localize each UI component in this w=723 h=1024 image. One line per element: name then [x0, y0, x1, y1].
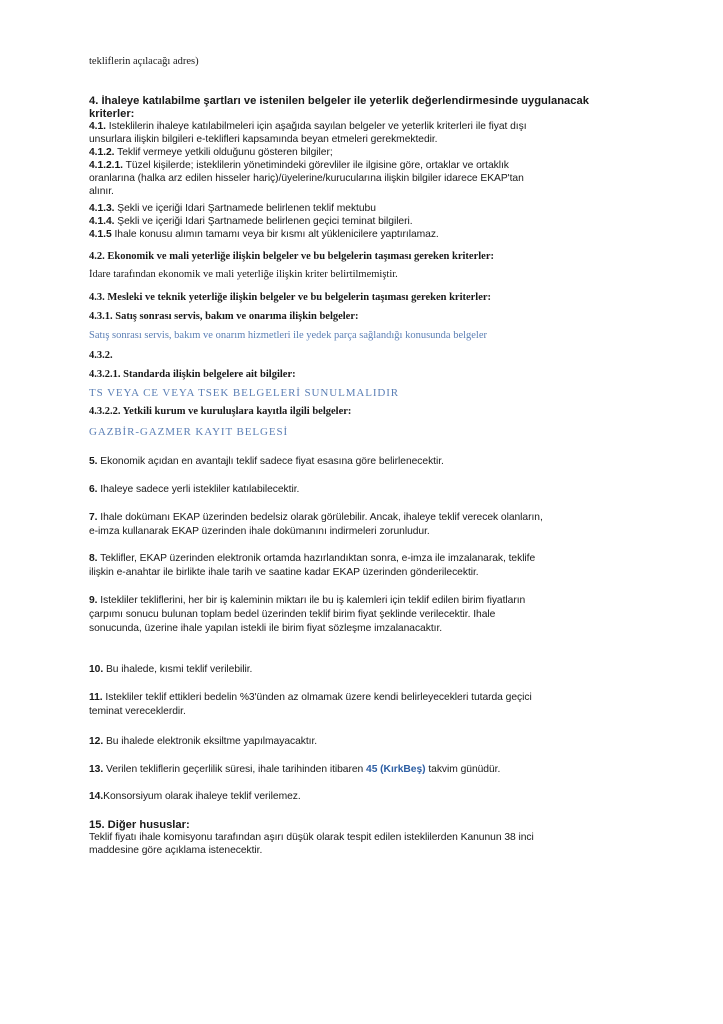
item-15-text: Teklif fiyatı ihale komisyonu tarafından aşırı düşük olarak tespit edilen isteklilerden Kanunun 38 inci [89, 832, 534, 843]
clause-4-1-4 [89, 216, 663, 227]
item-9-cont2: sonucunda, üzerine ihale yapılan istekli ile birim fiyat sözleşme imzalanacaktır. [89, 623, 443, 634]
item-5 [89, 456, 663, 467]
item-9-cont: çarpımı sonucu bulunan toplam bedel üzerinden teklif birim fiyat şeklinde verilecektir. İhale [89, 609, 496, 620]
item-number: 7. [89, 512, 98, 523]
section-4-3-2-2-text: GAZBİR-GAZMER KAYIT BELGESİ [89, 426, 289, 438]
clause-number: 4.1.2. [89, 147, 115, 158]
item-15-text-cont: maddesine göre açıklama istenecektir. [89, 845, 263, 856]
clause-4-1-2-1-cont: oranlarına (halka arz edilen hisseler hariç)/üyelerine/kurucularına ilişkin bilgiler idarece EKAP'tan [89, 173, 524, 184]
item-7-cont: e-imza kullanarak EKAP üzerinden ihale dokümanını indirmeleri zorunludur. [89, 526, 430, 537]
item-text: Teklifler, EKAP üzerinden elektronik ortamda hazırlandıktan sonra, e-imza ile imzalanarak, teklife [97, 553, 536, 564]
clause-number: 4.1.4. [89, 216, 115, 227]
item-14 [89, 791, 663, 802]
item-number: 5. [89, 456, 98, 467]
item-9 [89, 595, 663, 606]
item-13 [89, 764, 663, 775]
clause-text: Şekli ve içeriği İdari Şartnamede belirlenen geçici teminat bilgileri. [114, 216, 413, 227]
section-4-heading-cont: kriterler: [89, 108, 135, 120]
clause-number: 4.1.2.1. [89, 160, 123, 171]
clause-number: 4.1.5 [89, 229, 112, 240]
item-15-heading: 15. Diğer hususlar: [89, 819, 190, 831]
section-4-3-2-heading: 4.3.2. [89, 350, 113, 361]
item-number: 10. [89, 664, 104, 675]
item-number: 14. [89, 791, 104, 802]
item-text: Ekonomik açıdan en avantajlı teklif sadece fiyat esasına göre belirlenecektir. [97, 456, 444, 467]
clause-4-1-2-1-cont2: alınır. [89, 186, 114, 197]
item-text: Bu ihalede elektronik eksiltme yapılmayacaktır. [103, 736, 318, 747]
item-7 [89, 512, 663, 523]
section-4-heading: 4. İhaleye katılabilme şartları ve istenilen belgeler ile yeterlik değerlendirmesinde uygulanacak [89, 95, 589, 107]
section-4-3-1-heading: 4.3.1. Satış sonrası servis, bakım ve onarıma ilişkin belgeler: [89, 311, 359, 322]
item-text: İhaleye sadece yerli istekliler katılabilecektir. [97, 484, 300, 495]
section-4-3-2-1-heading: 4.3.2.1. Standarda ilişkin belgelere ait bilgiler: [89, 369, 296, 380]
item-text: Konsorsiyum olarak ihaleye teklif verilemez. [103, 791, 301, 802]
intro-line: tekliflerin açılacağı adres) [89, 56, 199, 67]
item-text-end: takvim günüdür. [425, 764, 501, 775]
section-4-3-1-text: Satış sonrası servis, bakım ve onarım hizmetleri ile yedek parça sağlandığı konusunda belgeler [89, 330, 488, 341]
clause-4-1 [89, 121, 663, 132]
item-6 [89, 484, 663, 495]
clause-text: Teklif vermeye yetkili olduğunu gösteren bilgiler; [114, 147, 333, 158]
item-text: Verilen tekliflerin geçerlilik süresi, ihale tarihinden itibaren [103, 764, 367, 775]
item-11 [89, 692, 663, 703]
item-12 [89, 736, 663, 747]
section-4-2-text: İdare tarafından ekonomik ve mali yeterliğe ilişkin kriter belirtilmemiştir. [89, 269, 398, 280]
item-number: 6. [89, 484, 98, 495]
clause-number: 4.1. [89, 121, 106, 132]
clause-4-1-cont: unsurlara ilişkin bilgileri e-teklifleri kapsamında beyan etmeleri gerekmektedir. [89, 134, 438, 145]
clause-number: 4.1.3. [89, 203, 115, 214]
item-text: İstekliler tekliflerini, her bir iş kaleminin miktarı ile bu iş kalemleri için teklif edilen birim fiyatların [97, 595, 526, 606]
item-text: Bu ihalede, kısmi teklif verilebilir. [103, 664, 253, 675]
clause-4-1-2-1 [89, 160, 663, 171]
item-number: 9. [89, 595, 98, 606]
clause-4-1-5 [89, 229, 663, 240]
item-8-cont: ilişkin e-anahtar ile birlikte ihale tarih ve saatine kadar EKAP üzerinden gönderilecektir. [89, 567, 479, 578]
item-text: İstekliler teklif ettikleri bedelin %3'ünden az olmamak üzere kendi belirleyecekleri tutarda geçici [102, 692, 532, 703]
section-4-3-2-1-text: TS VEYA CE VEYA TSEK BELGELERİ SUNULMALIDIR [89, 387, 400, 399]
validity-days-value: 45 (KırkBeş) [366, 764, 426, 775]
clause-text: Tüzel kişilerde; isteklilerin yönetimindeki görevliler ile ilgisine göre, ortaklar ve ortaklık [122, 160, 509, 171]
item-number: 11. [89, 692, 103, 703]
item-number: 13. [89, 764, 104, 775]
clause-text: İsteklilerin ihaleye katılabilmeleri için aşağıda sayılan belgeler ve yeterlik kriterleri ile fiyat dışı [105, 121, 527, 132]
clause-text: Şekli ve içeriği İdari Şartnamede belirlenen teklif mektubu [114, 203, 376, 214]
item-11-cont: teminat vereceklerdir. [89, 706, 186, 717]
section-4-2-heading: 4.2. Ekonomik ve mali yeterliğe ilişkin belgeler ve bu belgelerin taşıması gereken kriterler: [89, 251, 494, 262]
item-10 [89, 664, 663, 675]
section-4-3-2-2-heading: 4.3.2.2. Yetkili kurum ve kuruluşlara kayıtla ilgili belgeler: [89, 406, 352, 417]
clause-4-1-3 [89, 203, 663, 214]
item-number: 12. [89, 736, 104, 747]
item-number: 8. [89, 553, 98, 564]
section-4-3-heading: 4.3. Mesleki ve teknik yeterliğe ilişkin belgeler ve bu belgelerin taşıması gereken kriterler: [89, 292, 492, 303]
clause-4-1-2 [89, 147, 663, 158]
item-text: İhale dokümanı EKAP üzerinden bedelsiz olarak görülebilir. Ancak, ihaleye teklif verecek olanların, [97, 512, 543, 523]
item-8 [89, 553, 663, 564]
clause-text: İhale konusu alımın tamamı veya bir kısmı alt yüklenicilere yaptırılamaz. [111, 229, 439, 240]
